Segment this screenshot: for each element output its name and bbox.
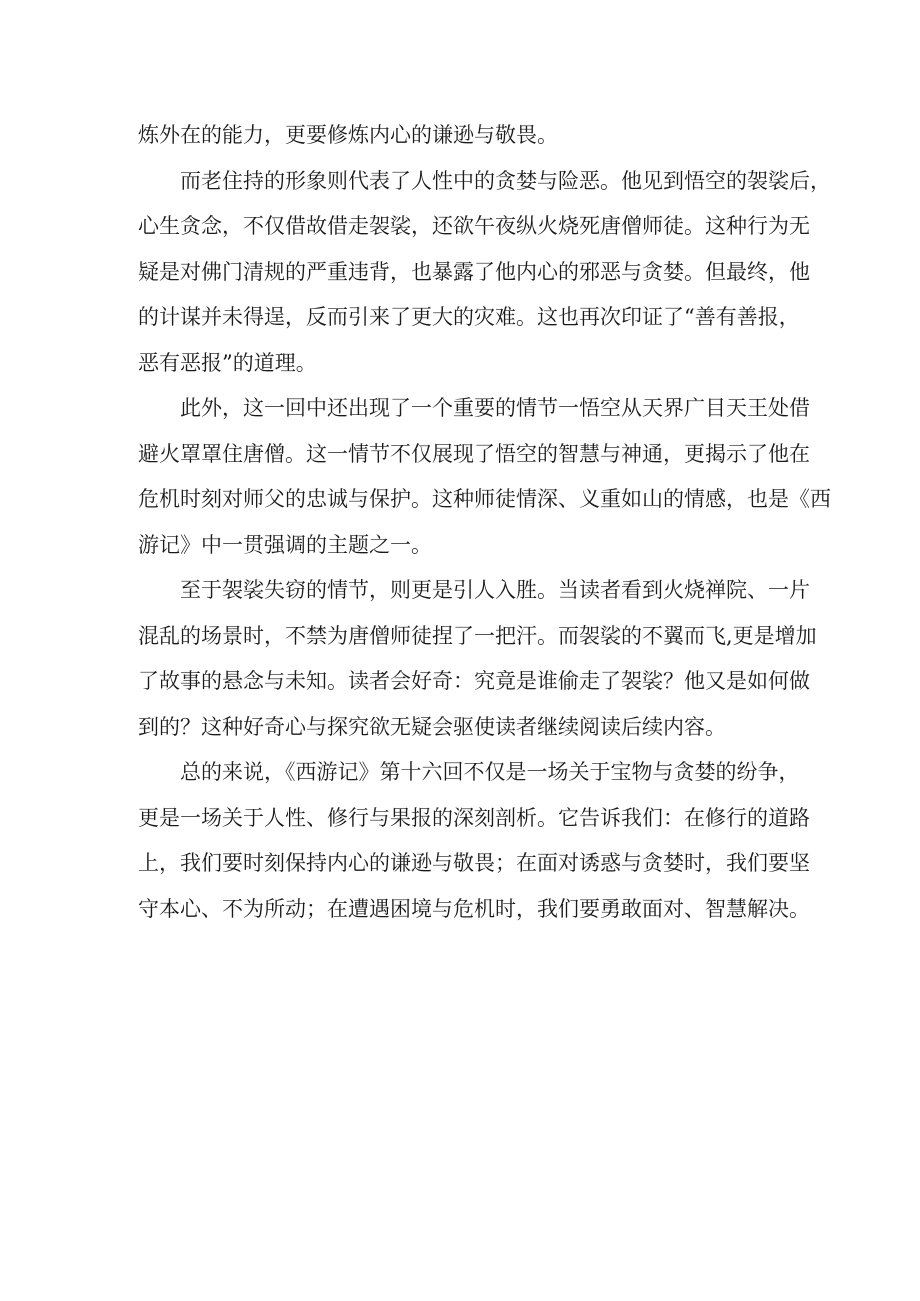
text-line: 心生贪念，不仅借故借走袈裟，还欲午夜纵火烧死唐僧师徒。这种行为无 xyxy=(138,214,810,238)
paragraph-4 xyxy=(138,568,817,750)
text-line: 更是一场关于人性、修行与果报的深刻剖析。它告诉我们：在修行的道路 xyxy=(138,805,810,830)
text-line: 疑是对佛门清规的严重违背，也暴露了他内心的邪恶与贪婪。但最终，他 xyxy=(138,259,810,284)
text-line: 混乱的场景时，不禁为唐僧师徒捏了一把汗。而袈裟的不翼而飞,更是增加 xyxy=(138,623,817,648)
text-line: 恶有恶报”的道理。 xyxy=(138,350,317,375)
text-line: 炼外在的能力，更要修炼内心的谦逊与敬畏。 xyxy=(138,123,558,147)
paragraph-5 xyxy=(138,750,810,932)
text-line: 的计谋并未得逞，反而引来了更大的灾难。这也再次印证了“善有善报， xyxy=(138,305,800,329)
text-line: 上，我们要时刻保持内心的谦逊与敬畏；在面对诱惑与贪婪时，我们要坚 xyxy=(138,851,810,875)
text-line: 游记》中一贯强调的主题之一。 xyxy=(138,532,432,557)
paragraph-2 xyxy=(138,159,831,387)
text-line: 危机时刻对师父的忠诚与保护。这种师徒情深、义重如山的情感，也是《西 xyxy=(138,487,831,511)
paragraph-3 xyxy=(138,386,831,568)
text-line: 总的来说，《西游记》第十六回不仅是一场关于宝物与贪婪的纷争， xyxy=(180,760,800,784)
paragraph-1 xyxy=(138,113,783,159)
text-line: 至于袈裟失窃的情节，则更是引人入胜。当读者看到火烧禅院、一片 xyxy=(180,578,810,602)
text-line: 而老住持的形象则代表了人性中的贪婪与险恶。他见到悟空的袈裟后， xyxy=(180,168,831,193)
text-line: 了故事的悬念与未知。读者会好奇：究竟是谁偷走了袈裟？他又是如何做 xyxy=(138,669,810,693)
text-line: 到的？这种好奇心与探究欲无疑会驱使读者继续阅读后续内容。 xyxy=(138,714,726,739)
text-line: 此外，这一回中还出现了一个重要的情节一悟空从天界广目天王处借 xyxy=(180,396,810,420)
body-text xyxy=(138,113,831,932)
text-line: 守本心、不为所动；在遭遇困境与危机时，我们要勇敢面对、智慧解决。 xyxy=(138,896,810,921)
text-line: 避火罩罩住唐僧。这一情节不仅展现了悟空的智慧与神通，更揭示了他在 xyxy=(138,441,810,466)
